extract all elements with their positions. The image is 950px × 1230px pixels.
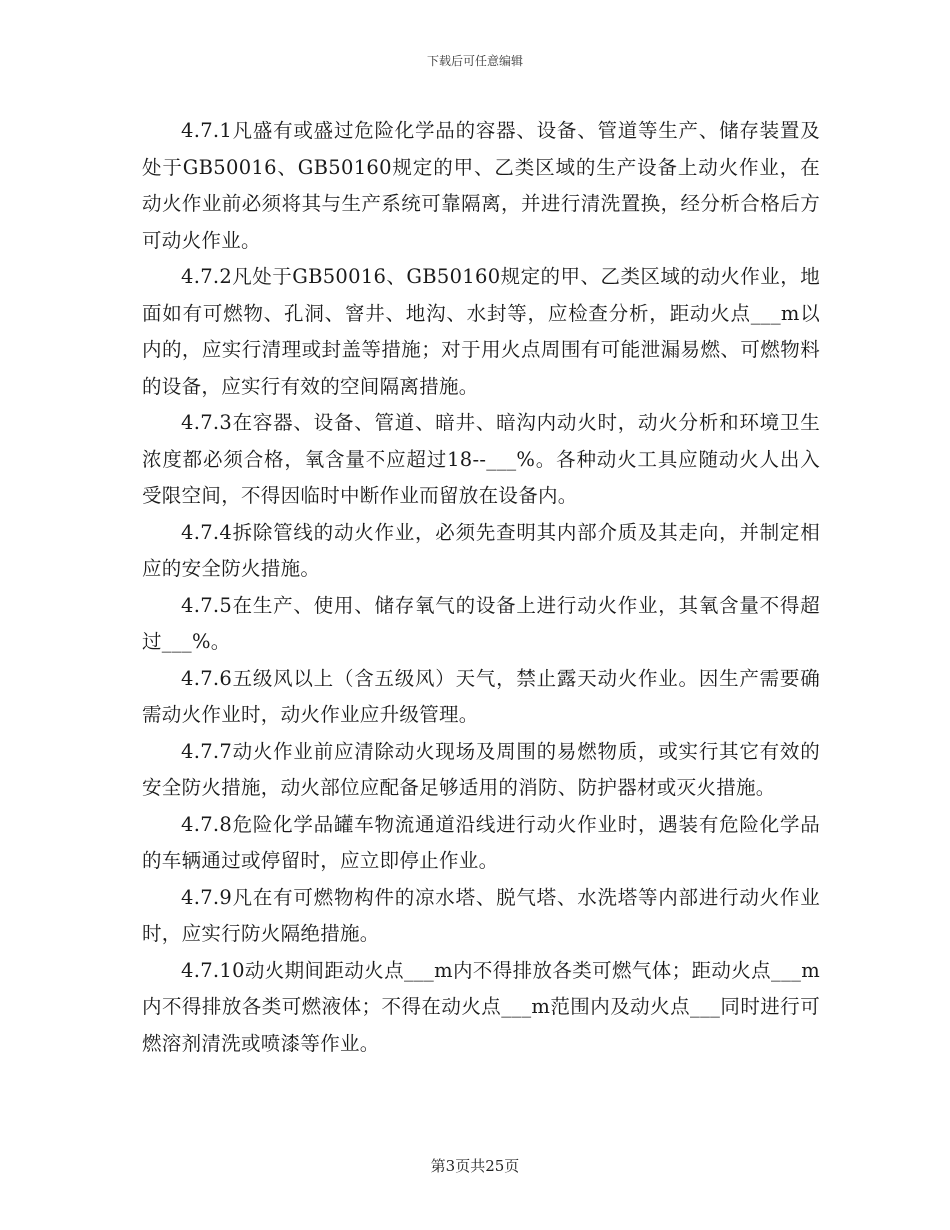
paragraph-4-7-7: 4.7.7动火作业前应清除动火现场及周围的易燃物质，或实行其它有效的安全防火措施，动火部位应配备足够适用的消防、防护器材或灭火措施。 bbox=[142, 739, 820, 799]
paragraph-4-7-4: 4.7.4拆除管线的动火作业，必须先查明其内部介质及其走向，并制定相应的安全防火措施。 bbox=[142, 520, 820, 580]
paragraph-4-7-8: 4.7.8危险化学品罐车物流通道沿线进行动火作业时，遇装有危险化学品的车辆通过或停留时，应立即停止作业。 bbox=[142, 812, 820, 872]
paragraph-4-7-10: 4.7.10动火期间距动火点___m内不得排放各类可燃气体；距动火点___m内不得排放各类可燃液体；不得在动火点___m范围内及动火点___同时进行可燃溶剂清洗或喷漆等作业。 bbox=[142, 958, 820, 1055]
paragraph-4-7-3: 4.7.3在容器、设备、管道、暗井、暗沟内动火时，动火分析和环境卫生浓度都必须合格，氧含量不应超过18--___%。各种动火工具应随动火人出入受限空间，不得因临时中断作业而留放在设备内。 bbox=[142, 411, 820, 507]
paragraph-4-7-1: 4.7.1凡盛有或盛过危险化学品的容器、设备、管道等生产、储存装置及处于GB50016、GB50160规定的甲、乙类区域的生产设备上动火作业，在动火作业前必须将其与生产系统可靠隔离，并进行清洗置换，经分析合格后方可动火作业。 bbox=[142, 119, 820, 252]
paragraph-4-7-5: 4.7.5在生产、使用、储存氧气的设备上进行动火作业，其氧含量不得超过___%。 bbox=[142, 593, 820, 653]
paragraph-4-7-9: 4.7.9凡在有可燃物构件的凉水塔、脱气塔、水洗塔等内部进行动火作业时，应实行防火隔绝措施。 bbox=[142, 885, 820, 945]
paragraph-4-7-6: 4.7.6五级风以上（含五级风）天气，禁止露天动火作业。因生产需要确需动火作业时，动火作业应升级管理。 bbox=[142, 666, 820, 726]
page-footer: 第3页共25页 bbox=[430, 1157, 520, 1175]
paragraph-4-7-2: 4.7.2凡处于GB50016、GB50160规定的甲、乙类区域的动火作业，地面如有可燃物、孔洞、窨井、地沟、水封等，应检查分析，距动火点___m以内的，应实行清理或封盖等措施；对于用火点周围有可能泄漏易燃、可燃物料的设备，应实行有效的空间隔离措施。 bbox=[142, 265, 820, 398]
page-header: 下载后可任意编辑 bbox=[426, 54, 523, 68]
document-body bbox=[142, 113, 820, 1062]
